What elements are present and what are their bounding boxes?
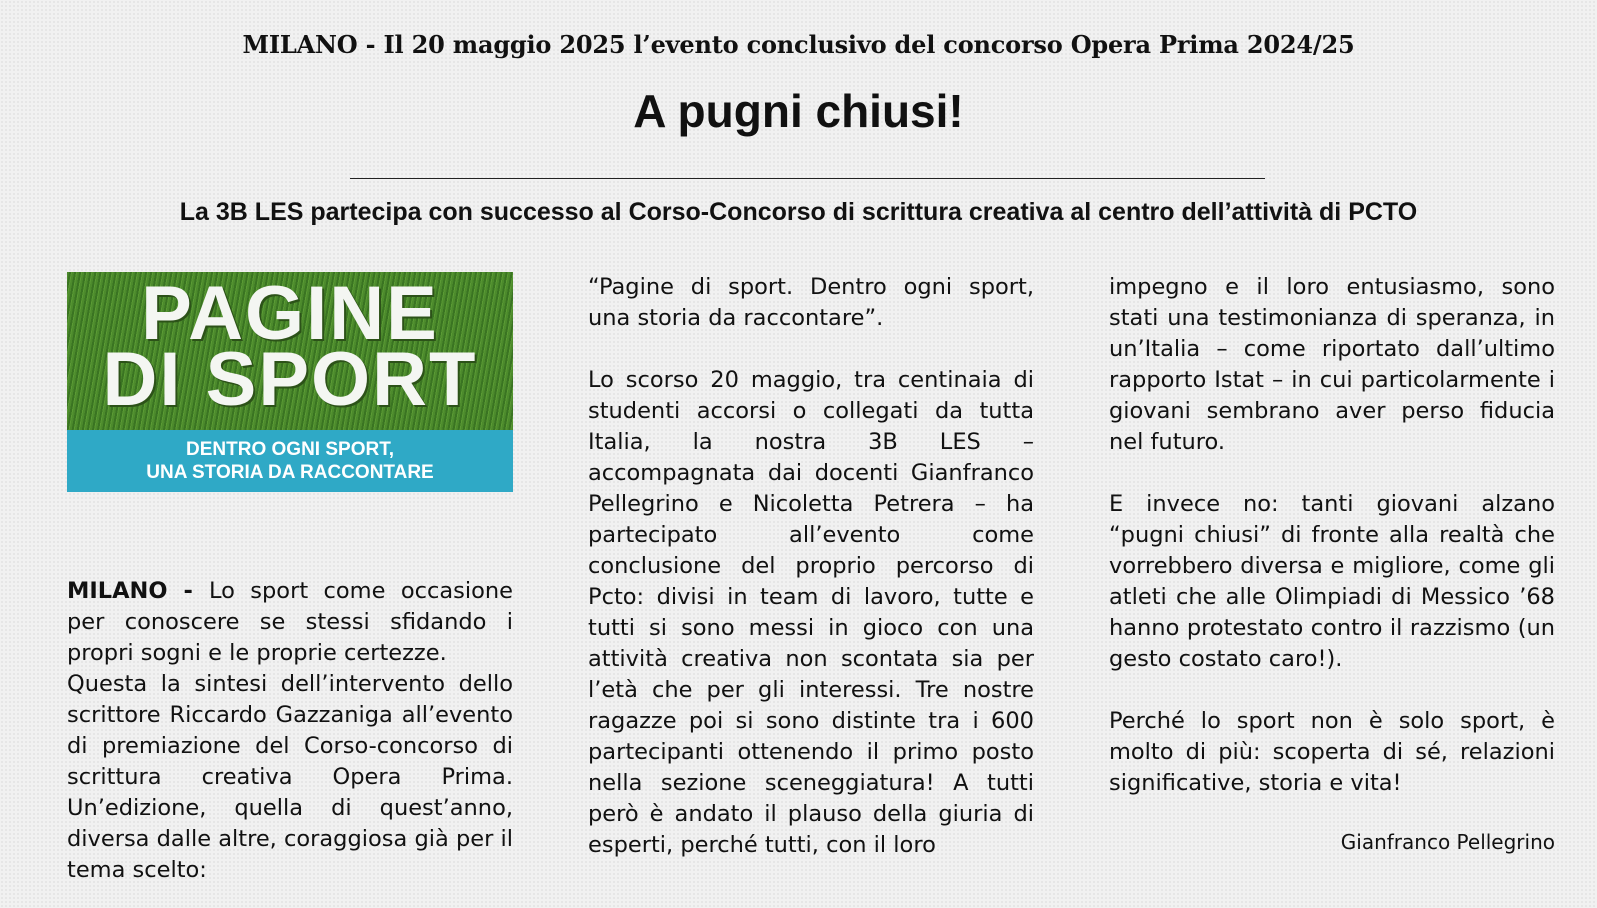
image-title-line-2: DI SPORT [102,337,478,422]
dateline: MILANO - [67,578,209,604]
paragraph: Questa la sintesi dell’intervento dello scrittore Riccardo Gazzaniga all’evento di premiazione del Corso-concorso di scrittura creativa Opera Prima. Un’edizione, quella di quest’anno, diversa dalle altre, coraggiosa già per il tema scelto: [67,671,513,883]
divider-rule [350,178,1265,179]
pagine-di-sport-image [67,272,513,492]
image-title-line-1: PAGINE [141,272,439,356]
image-banner [67,430,513,492]
author-signature: Gianfranco Pellegrino [1340,830,1555,854]
image-banner-line-2: UNA STORIA DA RACCONTARE [146,462,434,483]
paragraph: impegno e il loro entusiasmo, sono stati una testimonianza di speranza, in un’Italia – come riportato dall’ultimo rapporto Istat – in cui particolarmente i giovani sembrano aver perso fiducia nel futuro. [1109,274,1555,455]
kicker-line: MILANO - Il 20 maggio 2025 l’evento conclusivo del concorso Opera Prima 2024/25 [242,30,1355,59]
subheadline: La 3B LES partecipa con successo al Corso-Concorso di scrittura creativa al centro dell’attività di PCTO [179,198,1418,226]
paragraph: Perché lo sport non è solo sport, è molto di più: scoperta di sé, relazioni significative, storia e vita! [1109,708,1555,796]
column-2 [588,272,1034,861]
image-banner-line-1: DENTRO OGNI SPORT, [186,439,394,460]
paragraph: E invece no: tanti giovani alzano “pugni chiusi” di fronte alla realtà che vorrebbero diversa e migliore, come gli atleti che alle Olimpiadi di Messico ’68 hanno protestato contro il razzismo (un gesto costato caro!). [1109,491,1555,672]
column-1 [67,272,513,886]
headline: A pugni chiusi! [633,85,964,137]
paragraph-text: Lo sport come occasione per conoscere se stessi sfidando i propri sogni e le proprie certezze. [67,578,513,666]
paragraph [67,576,513,669]
column-3 [1109,272,1555,858]
paragraph: “Pagine di sport. Dentro ogni sport, una storia da raccontare”. [588,274,1034,331]
paragraph: Lo scorso 20 maggio, tra centinaia di studenti accorsi o collegati da tutta Italia, la nostra 3B LES – accompagnata dai docenti Gianfranco Pellegrino e Nicoletta Petrera – ha partecipato all’evento come conclusione del proprio percorso di Pcto: divisi in team di lavoro, tutte e tutti si sono messi in gioco con una attività creativa non scontata sia per l’età che per gli interessi. Tre nostre ragazze poi si sono distinte tra i 600 partecipanti ottenendo il primo posto nella sezione sceneggiatura! A tutti però è andato il plauso della giuria di esperti, perché tutti, con il loro [588,367,1034,858]
